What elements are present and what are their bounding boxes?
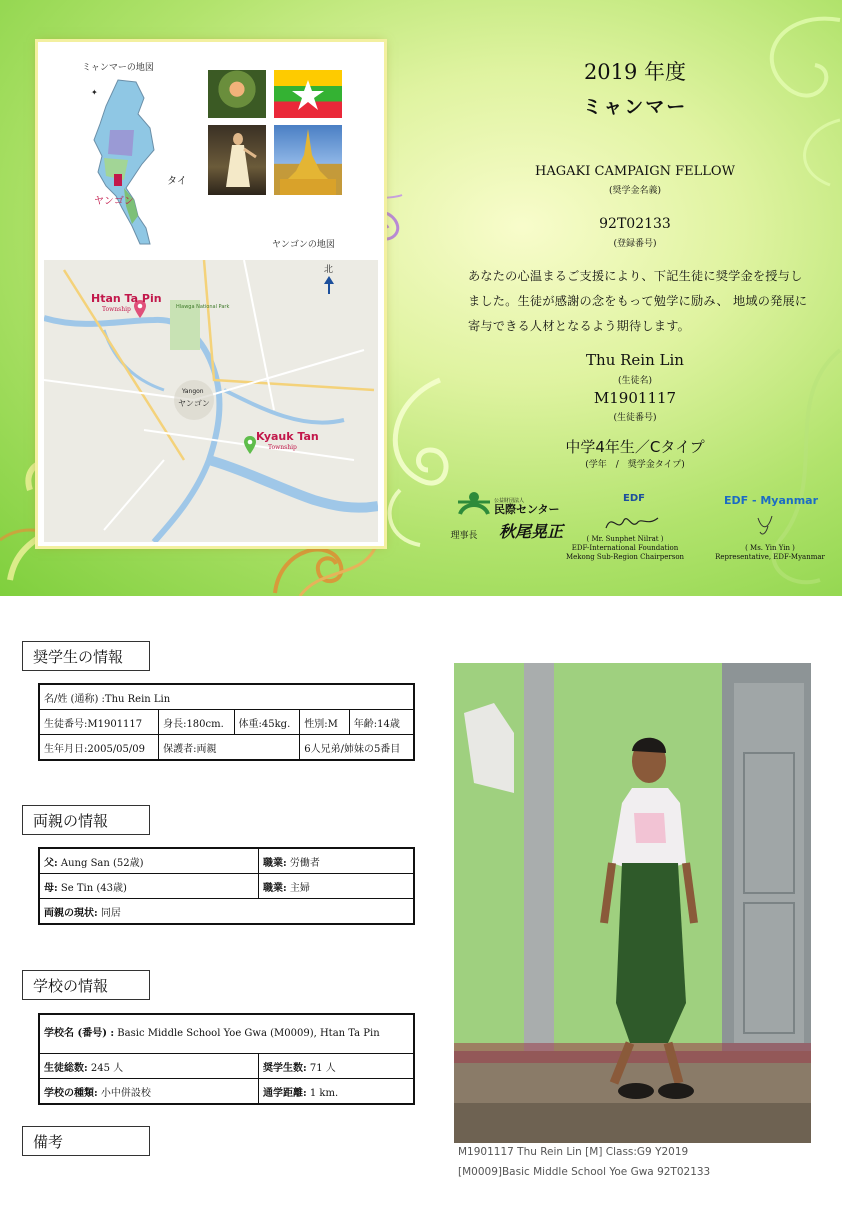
student-name-caption: (生徒名)	[617, 376, 653, 386]
fellow-name: HAGAKI CAMPAIGN FELLOW	[535, 164, 735, 179]
school-name-value: Basic Middle School Yoe Gwa (M0009), Htan Ta Pin	[114, 1028, 380, 1039]
father-cell	[39, 848, 259, 874]
minsai-center-logo-icon	[456, 490, 492, 516]
org3-signer: ( Ms. Yin Yin )	[745, 544, 795, 552]
pin2-name: Kyauk Tan	[256, 430, 319, 443]
student-number: M1901117	[593, 389, 677, 407]
mother-job-value: 主婦	[286, 882, 310, 894]
scholars-cell	[259, 1054, 415, 1079]
grade-type: 中学4年生／Cタイプ	[565, 438, 705, 456]
pin-kyauk-tan-icon	[244, 436, 256, 454]
pagoda-photo	[274, 125, 342, 195]
org1-role: 理事長	[450, 531, 478, 541]
student-info-table	[38, 683, 415, 761]
father-job-cell	[259, 848, 415, 874]
myanmar-map-title: ミャンマーの地図	[82, 63, 154, 73]
thailand-label: タイ	[167, 176, 187, 187]
pin1-name: Htan Ta Pin	[91, 292, 162, 305]
pin2-township: Township	[268, 444, 297, 451]
guardian-cell: 保護者:両親	[159, 735, 300, 761]
org3-title: Representative, EDF-Myanmar	[715, 553, 825, 561]
park-label: Hlawga National Park	[176, 304, 230, 310]
yangon-label: ヤンゴン	[94, 196, 134, 207]
weight-cell: 体重:45kg.	[234, 710, 300, 735]
student-photo	[454, 663, 811, 1143]
remarks-heading: 備考	[22, 1126, 150, 1156]
total-students-label: 生徒総数:	[44, 1062, 88, 1074]
student-photo-graphic	[454, 663, 811, 1143]
myanmar-flag	[274, 70, 342, 118]
school-type-value: 小中併設校	[97, 1087, 151, 1099]
org2-title: Mekong Sub-Region Chairperson	[565, 553, 685, 561]
compass-icon: ✦	[91, 88, 98, 97]
height-cell: 身長:180cm.	[159, 710, 234, 735]
edf-logo: EDF	[623, 493, 645, 504]
photo-caption-line1: M1901117 Thu Rein Lin [M] Class:G9 Y2019	[458, 1146, 689, 1158]
north-arrow-icon	[324, 276, 334, 294]
student-name-cell: 名/姓 (通称) :Thu Rein Lin	[39, 684, 414, 710]
mother-value: Se Tin (43歳)	[57, 882, 127, 894]
certificate-year: 2019 年度	[583, 60, 687, 84]
signature-yinyin-icon	[754, 512, 780, 538]
mother-label: 母:	[44, 882, 58, 894]
father-job-value: 労働者	[286, 857, 320, 869]
school-name-cell	[39, 1014, 414, 1054]
age-cell: 年齢:14歳	[349, 710, 414, 735]
registration-number: 92T02133	[599, 216, 671, 232]
myanmar-country-map	[88, 76, 168, 248]
siblings-cell: 6人兄弟/姉妹の5番目	[300, 735, 414, 761]
total-students-value: 245 人	[87, 1062, 124, 1074]
scholars-value: 71 人	[306, 1062, 336, 1074]
parents-status-value: 同居	[97, 907, 121, 919]
school-type-cell	[39, 1079, 259, 1105]
total-students-cell	[39, 1054, 259, 1079]
signature-nilrat-icon	[602, 510, 662, 536]
org1-small-label: 公益財団法人	[494, 498, 525, 504]
city-ja-label: ヤンゴン	[178, 399, 210, 408]
certificate-country: ミャンマー	[582, 96, 688, 118]
student-info-heading: 奨学生の情報	[22, 641, 150, 671]
parents-status-label: 両親の現状:	[44, 907, 98, 919]
flower-photo	[208, 70, 266, 118]
org2-signer: ( Mr. Sunphet Nilrat )	[586, 535, 664, 543]
school-name-label: 学校名 (番号) :	[44, 1028, 115, 1039]
certificate-banner	[0, 0, 842, 596]
father-label: 父:	[44, 857, 58, 869]
school-info-table	[38, 1013, 415, 1105]
yangon-map-title: ヤンゴンの地図	[272, 240, 335, 250]
mother-job-cell	[259, 874, 415, 899]
org1-name: 民際センター	[494, 503, 560, 516]
dancer-photo	[208, 125, 266, 195]
org2-org: EDF-International Foundation	[571, 544, 679, 552]
school-type-label: 学校の種類:	[44, 1087, 98, 1099]
north-label: 北	[324, 265, 334, 275]
mother-job-label: 職業:	[263, 882, 287, 894]
parents-info-heading: 両親の情報	[22, 805, 150, 835]
distance-value: 1 km.	[306, 1087, 339, 1099]
photo-caption-line2: [M0009]Basic Middle School Yoe Gwa 92T02133	[458, 1166, 711, 1178]
dob-cell: 生年月日:2005/05/09	[39, 735, 159, 761]
org1-signature: 秋尾晃正	[498, 522, 563, 541]
distance-label: 通学距離:	[263, 1087, 307, 1099]
city-en-label: Yangon	[182, 388, 204, 395]
student-number-cell: 生徒番号:M1901117	[39, 710, 159, 735]
student-name: Thu Rein Lin	[586, 351, 684, 369]
fellow-caption: (奨学金名義)	[608, 186, 662, 196]
star-icon	[274, 70, 342, 118]
distance-cell	[259, 1079, 415, 1105]
certificate-message: あなたの心温まるご支援により、下記生徒に奨学金を授与しました。生徒が感謝の念をもって勉学に励み、 地域の発展に寄与できる人材となるよう期待します。	[468, 269, 808, 333]
grade-type-caption: (学年 / 奨学金タイプ)	[585, 460, 685, 470]
sex-cell: 性別:M	[300, 710, 350, 735]
scholars-label: 奨学生数:	[263, 1062, 307, 1074]
registration-caption: (登録番号)	[613, 239, 657, 249]
father-value: Aung San (52歳)	[57, 857, 144, 869]
parents-info-table	[38, 847, 415, 925]
father-job-label: 職業:	[263, 857, 287, 869]
student-number-caption: (生徒番号)	[613, 413, 657, 423]
school-info-heading: 学校の情報	[22, 970, 150, 1000]
pin1-township: Township	[102, 306, 131, 313]
parents-status-cell	[39, 899, 414, 925]
mother-cell	[39, 874, 259, 899]
edf-myanmar-logo: EDF - Myanmar	[723, 494, 819, 507]
